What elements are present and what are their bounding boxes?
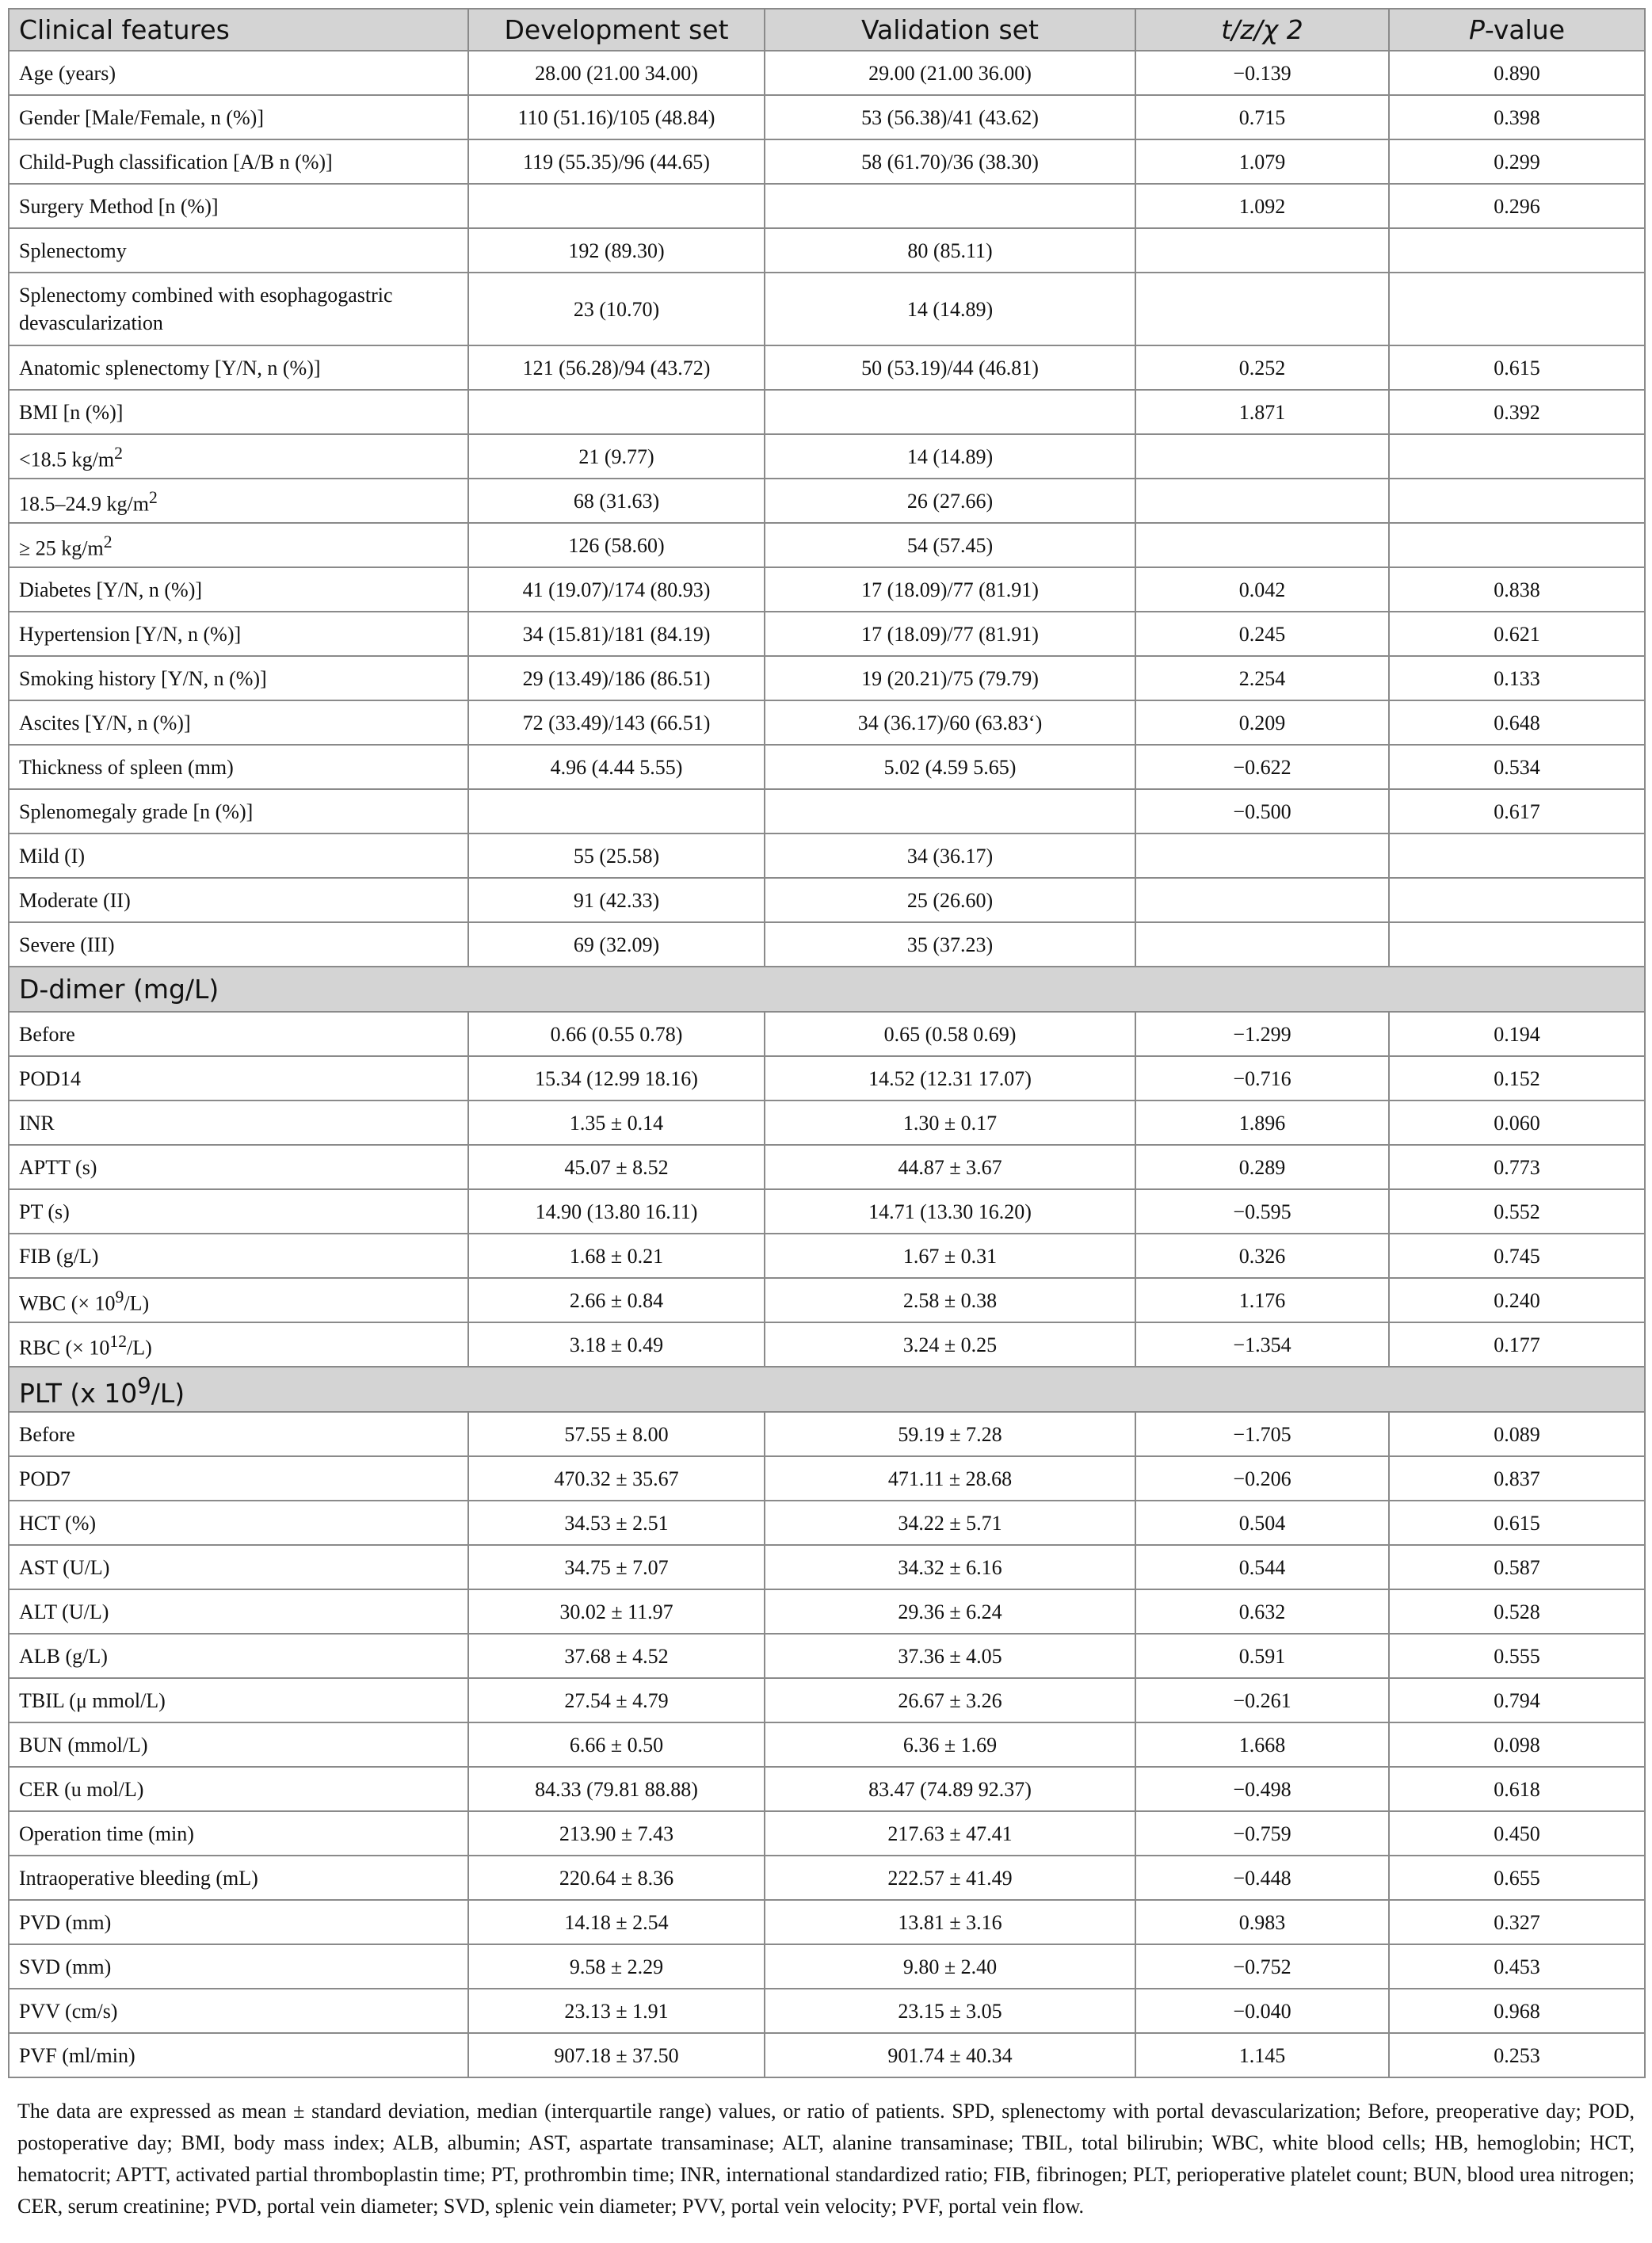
row-label: Splenectomy combined with esophagogastric devascularization — [9, 273, 468, 345]
dev-cell: 57.55 ± 8.00 — [468, 1412, 765, 1456]
stat-cell — [1135, 922, 1389, 967]
val-cell: 6.36 ± 1.69 — [765, 1722, 1135, 1767]
stat-cell: −0.206 — [1135, 1456, 1389, 1501]
table-row — [9, 184, 1645, 228]
table-row — [9, 700, 1645, 745]
stat-cell: −0.716 — [1135, 1056, 1389, 1101]
table-row — [9, 922, 1645, 967]
row-label: Before — [9, 1412, 468, 1456]
table-row — [9, 434, 1645, 479]
val-cell — [765, 184, 1135, 228]
dev-cell: 68 (31.63) — [468, 479, 765, 523]
stat-cell: 1.079 — [1135, 139, 1389, 184]
val-cell: 34 (36.17)/60 (63.83‘) — [765, 700, 1135, 745]
dev-cell: 45.07 ± 8.52 — [468, 1145, 765, 1189]
stat-cell: −1.705 — [1135, 1412, 1389, 1456]
dev-cell: 41 (19.07)/174 (80.93) — [468, 567, 765, 612]
dev-cell: 6.66 ± 0.50 — [468, 1722, 765, 1767]
table-row — [9, 1722, 1645, 1767]
dev-cell — [468, 789, 765, 833]
dev-cell: 30.02 ± 11.97 — [468, 1589, 765, 1634]
p-cell: 0.453 — [1389, 1944, 1645, 1989]
p-cell: 0.773 — [1389, 1145, 1645, 1189]
row-label: Hypertension [Y/N, n (%)] — [9, 612, 468, 656]
stat-cell: −0.448 — [1135, 1856, 1389, 1900]
p-cell: 0.617 — [1389, 789, 1645, 833]
dev-cell: 121 (56.28)/94 (43.72) — [468, 345, 765, 390]
table-row — [9, 345, 1645, 390]
val-cell: 14 (14.89) — [765, 434, 1135, 479]
table-row — [9, 523, 1645, 567]
stat-cell: −0.622 — [1135, 745, 1389, 789]
table-row — [9, 479, 1645, 523]
p-cell: 0.890 — [1389, 51, 1645, 95]
val-cell: 222.57 ± 41.49 — [765, 1856, 1135, 1900]
row-label: Before — [9, 1012, 468, 1056]
row-label: AST (U/L) — [9, 1545, 468, 1589]
table-row — [9, 1145, 1645, 1189]
header-row — [9, 9, 1645, 51]
val-cell: 217.63 ± 47.41 — [765, 1811, 1135, 1856]
dev-cell: 9.58 ± 2.29 — [468, 1944, 765, 1989]
p-cell — [1389, 479, 1645, 523]
stat-cell: −0.752 — [1135, 1944, 1389, 1989]
p-cell: 0.060 — [1389, 1101, 1645, 1145]
val-cell: 80 (85.11) — [765, 228, 1135, 273]
table-row — [9, 567, 1645, 612]
table-row — [9, 139, 1645, 184]
section-title: PLT (x $10^9/L$) — [9, 1367, 1645, 1412]
stat-cell: −1.354 — [1135, 1322, 1389, 1367]
stat-cell: 1.896 — [1135, 1101, 1389, 1145]
table-row — [9, 878, 1645, 922]
table-row — [9, 745, 1645, 789]
header-p-suffix: -value — [1484, 14, 1566, 45]
val-cell: 50 (53.19)/44 (46.81) — [765, 345, 1135, 390]
table-row — [9, 1589, 1645, 1634]
dev-cell: 21 (9.77) — [468, 434, 765, 479]
dev-cell: 69 (32.09) — [468, 922, 765, 967]
table-row — [9, 228, 1645, 273]
row-label: Severe (III) — [9, 922, 468, 967]
val-cell: 1.30 ± 0.17 — [765, 1101, 1135, 1145]
p-cell: 0.615 — [1389, 1501, 1645, 1545]
p-cell: 0.194 — [1389, 1012, 1645, 1056]
row-label: Thickness of spleen (mm) — [9, 745, 468, 789]
val-cell: 26 (27.66) — [765, 479, 1135, 523]
table-row — [9, 1989, 1645, 2033]
val-cell: 58 (61.70)/36 (38.30) — [765, 139, 1135, 184]
row-label: ALB (g/L) — [9, 1634, 468, 1678]
row-label: ≥ 25 $kg/m^2$ — [9, 523, 468, 567]
dev-cell: 34 (15.81)/181 (84.19) — [468, 612, 765, 656]
table-row — [9, 1900, 1645, 1944]
table-row — [9, 390, 1645, 434]
dev-cell: 213.90 ± 7.43 — [468, 1811, 765, 1856]
table-row — [9, 1634, 1645, 1678]
val-cell: 901.74 ± 40.34 — [765, 2033, 1135, 2077]
p-cell — [1389, 434, 1645, 479]
p-cell — [1389, 228, 1645, 273]
val-cell: 9.80 ± 2.40 — [765, 1944, 1135, 1989]
table-row — [9, 1678, 1645, 1722]
p-cell: 0.240 — [1389, 1278, 1645, 1322]
row-label: APTT (s) — [9, 1145, 468, 1189]
row-label: BMI [n (%)] — [9, 390, 468, 434]
row-label: PT (s) — [9, 1189, 468, 1234]
stat-cell — [1135, 878, 1389, 922]
stat-cell: 0.209 — [1135, 700, 1389, 745]
stat-cell: 2.254 — [1135, 656, 1389, 700]
p-cell: 0.528 — [1389, 1589, 1645, 1634]
p-cell: 0.450 — [1389, 1811, 1645, 1856]
val-cell — [765, 390, 1135, 434]
p-cell: 0.133 — [1389, 656, 1645, 700]
stat-cell — [1135, 523, 1389, 567]
dev-cell: 15.34 (12.99 18.16) — [468, 1056, 765, 1101]
table-container — [8, 8, 1644, 2243]
p-cell — [1389, 523, 1645, 567]
p-cell: 0.968 — [1389, 1989, 1645, 2033]
table-row — [9, 789, 1645, 833]
stat-cell — [1135, 273, 1389, 345]
stat-cell: 0.252 — [1135, 345, 1389, 390]
p-cell: 0.552 — [1389, 1189, 1645, 1234]
dev-cell: 14.90 (13.80 16.11) — [468, 1189, 765, 1234]
p-cell: 0.648 — [1389, 700, 1645, 745]
dev-cell: 29 (13.49)/186 (86.51) — [468, 656, 765, 700]
row-label: TBIL (μ mmol/L) — [9, 1678, 468, 1722]
p-cell: 0.618 — [1389, 1767, 1645, 1811]
dev-cell: 192 (89.30) — [468, 228, 765, 273]
val-cell: 14.52 (12.31 17.07) — [765, 1056, 1135, 1101]
dev-cell: 1.35 ± 0.14 — [468, 1101, 765, 1145]
dev-cell: 28.00 (21.00 34.00) — [468, 51, 765, 95]
row-label: PVF (ml/min) — [9, 2033, 468, 2077]
dev-cell: 84.33 (79.81 88.88) — [468, 1767, 765, 1811]
row-label: INR — [9, 1101, 468, 1145]
header-p-letter: P — [1468, 14, 1485, 45]
clinical-features-table — [8, 8, 1646, 2078]
val-cell: 17 (18.09)/77 (81.91) — [765, 567, 1135, 612]
p-cell: 0.177 — [1389, 1322, 1645, 1367]
row-label: CER (u mol/L) — [9, 1767, 468, 1811]
table-row — [9, 1456, 1645, 1501]
table-row — [9, 95, 1645, 139]
val-cell: 44.87 ± 3.67 — [765, 1145, 1135, 1189]
section-header-d-dimer — [9, 967, 1645, 1012]
p-cell: 0.745 — [1389, 1234, 1645, 1278]
table-row — [9, 656, 1645, 700]
val-cell: 471.11 ± 28.68 — [765, 1456, 1135, 1501]
row-label: SVD (mm) — [9, 1944, 468, 1989]
p-cell: 0.299 — [1389, 139, 1645, 184]
row-label: Ascites [Y/N, n (%)] — [9, 700, 468, 745]
row-label: Smoking history [Y/N, n (%)] — [9, 656, 468, 700]
row-label: Splenomegaly grade [n (%)] — [9, 789, 468, 833]
dev-cell — [468, 390, 765, 434]
stat-cell: 0.504 — [1135, 1501, 1389, 1545]
section-title: D-dimer (mg/L) — [9, 967, 1645, 1012]
val-cell — [765, 789, 1135, 833]
table-row — [9, 1278, 1645, 1322]
dev-cell: 72 (33.49)/143 (66.51) — [468, 700, 765, 745]
stat-cell — [1135, 833, 1389, 878]
stat-cell: 1.668 — [1135, 1722, 1389, 1767]
p-cell: 0.296 — [1389, 184, 1645, 228]
val-cell: 13.81 ± 3.16 — [765, 1900, 1135, 1944]
row-label: Moderate (II) — [9, 878, 468, 922]
val-cell: 14 (14.89) — [765, 273, 1135, 345]
table-row — [9, 1322, 1645, 1367]
val-cell: 26.67 ± 3.26 — [765, 1678, 1135, 1722]
val-cell: 37.36 ± 4.05 — [765, 1634, 1135, 1678]
row-label: ALT (U/L) — [9, 1589, 468, 1634]
table-row — [9, 1545, 1645, 1589]
dev-cell: 119 (55.35)/96 (44.65) — [468, 139, 765, 184]
p-cell: 0.837 — [1389, 1456, 1645, 1501]
p-cell: 0.534 — [1389, 745, 1645, 789]
val-cell: 59.19 ± 7.28 — [765, 1412, 1135, 1456]
row-label: FIB (g/L) — [9, 1234, 468, 1278]
row-label: <18.5 $kg/m^2$ — [9, 434, 468, 479]
val-cell: 5.02 (4.59 5.65) — [765, 745, 1135, 789]
p-cell: 0.621 — [1389, 612, 1645, 656]
val-cell: 0.65 (0.58 0.69) — [765, 1012, 1135, 1056]
row-label: PVD (mm) — [9, 1900, 468, 1944]
val-cell: 2.58 ± 0.38 — [765, 1278, 1135, 1322]
row-label: Surgery Method [n (%)] — [9, 184, 468, 228]
dev-cell: 3.18 ± 0.49 — [468, 1322, 765, 1367]
val-cell: 83.47 (74.89 92.37) — [765, 1767, 1135, 1811]
p-cell: 0.838 — [1389, 567, 1645, 612]
stat-cell: −0.261 — [1135, 1678, 1389, 1722]
table-row — [9, 1811, 1645, 1856]
p-cell — [1389, 273, 1645, 345]
p-cell: 0.152 — [1389, 1056, 1645, 1101]
row-label: Child-Pugh classification [A/B n (%)] — [9, 139, 468, 184]
table-row — [9, 1056, 1645, 1101]
dev-cell: 34.75 ± 7.07 — [468, 1545, 765, 1589]
stat-cell: 0.983 — [1135, 1900, 1389, 1944]
p-cell: 0.398 — [1389, 95, 1645, 139]
row-label: 18.5–24.9 $kg/m^2$ — [9, 479, 468, 523]
row-label: RBC (× $10^{12}/L$) — [9, 1322, 468, 1367]
val-cell: 23.15 ± 3.05 — [765, 1989, 1135, 2033]
table-row — [9, 1856, 1645, 1900]
dev-cell: 37.68 ± 4.52 — [468, 1634, 765, 1678]
val-cell: 34.22 ± 5.71 — [765, 1501, 1135, 1545]
header-clinical-features: Clinical features — [9, 9, 468, 51]
row-label: HCT (%) — [9, 1501, 468, 1545]
p-cell — [1389, 833, 1645, 878]
dev-cell: 110 (51.16)/105 (48.84) — [468, 95, 765, 139]
dev-cell: 23.13 ± 1.91 — [468, 1989, 765, 2033]
p-cell: 0.655 — [1389, 1856, 1645, 1900]
val-cell: 34.32 ± 6.16 — [765, 1545, 1135, 1589]
dev-cell: 91 (42.33) — [468, 878, 765, 922]
dev-cell: 55 (25.58) — [468, 833, 765, 878]
stat-cell: −0.498 — [1135, 1767, 1389, 1811]
p-cell: 0.253 — [1389, 2033, 1645, 2077]
row-label: Anatomic splenectomy [Y/N, n (%)] — [9, 345, 468, 390]
dev-cell: 4.96 (4.44 5.55) — [468, 745, 765, 789]
val-cell: 53 (56.38)/41 (43.62) — [765, 95, 1135, 139]
p-cell: 0.392 — [1389, 390, 1645, 434]
stat-cell: −0.759 — [1135, 1811, 1389, 1856]
val-cell: 35 (37.23) — [765, 922, 1135, 967]
row-label: Splenectomy — [9, 228, 468, 273]
val-cell: 25 (26.60) — [765, 878, 1135, 922]
stat-cell — [1135, 479, 1389, 523]
p-cell: 0.555 — [1389, 1634, 1645, 1678]
stat-cell: 0.715 — [1135, 95, 1389, 139]
table-row — [9, 2033, 1645, 2077]
stat-cell: −0.595 — [1135, 1189, 1389, 1234]
table-row — [9, 1101, 1645, 1145]
dev-cell: 27.54 ± 4.79 — [468, 1678, 765, 1722]
val-cell: 29.36 ± 6.24 — [765, 1589, 1135, 1634]
table-row — [9, 1412, 1645, 1456]
dev-cell: 220.64 ± 8.36 — [468, 1856, 765, 1900]
row-label: POD14 — [9, 1056, 468, 1101]
stat-cell: 0.042 — [1135, 567, 1389, 612]
stat-cell: 0.591 — [1135, 1634, 1389, 1678]
p-cell — [1389, 922, 1645, 967]
stat-cell: 1.871 — [1135, 390, 1389, 434]
row-label: BUN (mmol/L) — [9, 1722, 468, 1767]
p-cell: 0.794 — [1389, 1678, 1645, 1722]
stat-cell: 0.245 — [1135, 612, 1389, 656]
header-p-value — [1389, 9, 1645, 51]
table-row — [9, 273, 1645, 345]
table-row — [9, 1767, 1645, 1811]
stat-cell: 1.145 — [1135, 2033, 1389, 2077]
table-row — [9, 1012, 1645, 1056]
dev-cell: 2.66 ± 0.84 — [468, 1278, 765, 1322]
dev-cell: 0.66 (0.55 0.78) — [468, 1012, 765, 1056]
table-row — [9, 51, 1645, 95]
dev-cell: 907.18 ± 37.50 — [468, 2033, 765, 2077]
p-cell: 0.098 — [1389, 1722, 1645, 1767]
stat-cell: 0.326 — [1135, 1234, 1389, 1278]
val-cell: 17 (18.09)/77 (81.91) — [765, 612, 1135, 656]
table-row — [9, 1234, 1645, 1278]
header-test-statistic: t/z/χ 2 — [1135, 9, 1389, 51]
p-cell — [1389, 878, 1645, 922]
row-label: Intraoperative bleeding (mL) — [9, 1856, 468, 1900]
stat-cell: 0.544 — [1135, 1545, 1389, 1589]
table-row — [9, 1189, 1645, 1234]
stat-cell: −0.139 — [1135, 51, 1389, 95]
p-cell: 0.587 — [1389, 1545, 1645, 1589]
stat-cell — [1135, 228, 1389, 273]
row-label: POD7 — [9, 1456, 468, 1501]
stat-cell: −0.040 — [1135, 1989, 1389, 2033]
table-row — [9, 612, 1645, 656]
row-label: Operation time (min) — [9, 1811, 468, 1856]
dev-cell: 23 (10.70) — [468, 273, 765, 345]
header-development-set: Development set — [468, 9, 765, 51]
p-cell: 0.089 — [1389, 1412, 1645, 1456]
table-row — [9, 833, 1645, 878]
val-cell: 34 (36.17) — [765, 833, 1135, 878]
row-label: Gender [Male/Female, n (%)] — [9, 95, 468, 139]
stat-cell: 0.632 — [1135, 1589, 1389, 1634]
stat-cell: 1.092 — [1135, 184, 1389, 228]
header-validation-set: Validation set — [765, 9, 1135, 51]
row-label: Mild (I) — [9, 833, 468, 878]
dev-cell — [468, 184, 765, 228]
stat-cell: −0.500 — [1135, 789, 1389, 833]
stat-cell: −1.299 — [1135, 1012, 1389, 1056]
dev-cell: 14.18 ± 2.54 — [468, 1900, 765, 1944]
table-row — [9, 1944, 1645, 1989]
p-cell: 0.615 — [1389, 345, 1645, 390]
stat-cell: 1.176 — [1135, 1278, 1389, 1322]
table-row — [9, 1501, 1645, 1545]
row-label: WBC (× $10^9/L$) — [9, 1278, 468, 1322]
table-footnote: The data are expressed as mean ± standard deviation, median (interquartile range) values, or ratio of patients. SPD, splenectomy with portal devascularization; Before, preoperative day; POD, postoperative day; BMI, body mass index; ALB, albumin; AST, aspartate transaminase; ALT, alanine transaminase; TBIL, total bilirubin; WBC, white blood cells; HB, hemoglobin; HCT, hematocrit; APTT, activated partial thromboplastin time; PT, prothrombin time; INR, international standardized ratio; FIB, fibrinogen; PLT, perioperative platelet count; BUN, blood urea nitrogen; CER, serum creatinine; PVD, portal vein diameter; SVD, splenic vein diameter; PVV, portal vein velocity; PVF, portal vein flow. — [17, 2100, 1635, 2218]
val-cell: 19 (20.21)/75 (79.79) — [765, 656, 1135, 700]
val-cell: 29.00 (21.00 36.00) — [765, 51, 1135, 95]
row-label: Age (years) — [9, 51, 468, 95]
p-cell: 0.327 — [1389, 1900, 1645, 1944]
section-header-plt — [9, 1367, 1645, 1412]
val-cell: 54 (57.45) — [765, 523, 1135, 567]
dev-cell: 1.68 ± 0.21 — [468, 1234, 765, 1278]
stat-cell: 0.289 — [1135, 1145, 1389, 1189]
row-label: Diabetes [Y/N, n (%)] — [9, 567, 468, 612]
val-cell: 1.67 ± 0.31 — [765, 1234, 1135, 1278]
row-label: PVV (cm/s) — [9, 1989, 468, 2033]
dev-cell: 470.32 ± 35.67 — [468, 1456, 765, 1501]
val-cell: 14.71 (13.30 16.20) — [765, 1189, 1135, 1234]
val-cell: 3.24 ± 0.25 — [765, 1322, 1135, 1367]
dev-cell: 126 (58.60) — [468, 523, 765, 567]
dev-cell: 34.53 ± 2.51 — [468, 1501, 765, 1545]
stat-cell — [1135, 434, 1389, 479]
